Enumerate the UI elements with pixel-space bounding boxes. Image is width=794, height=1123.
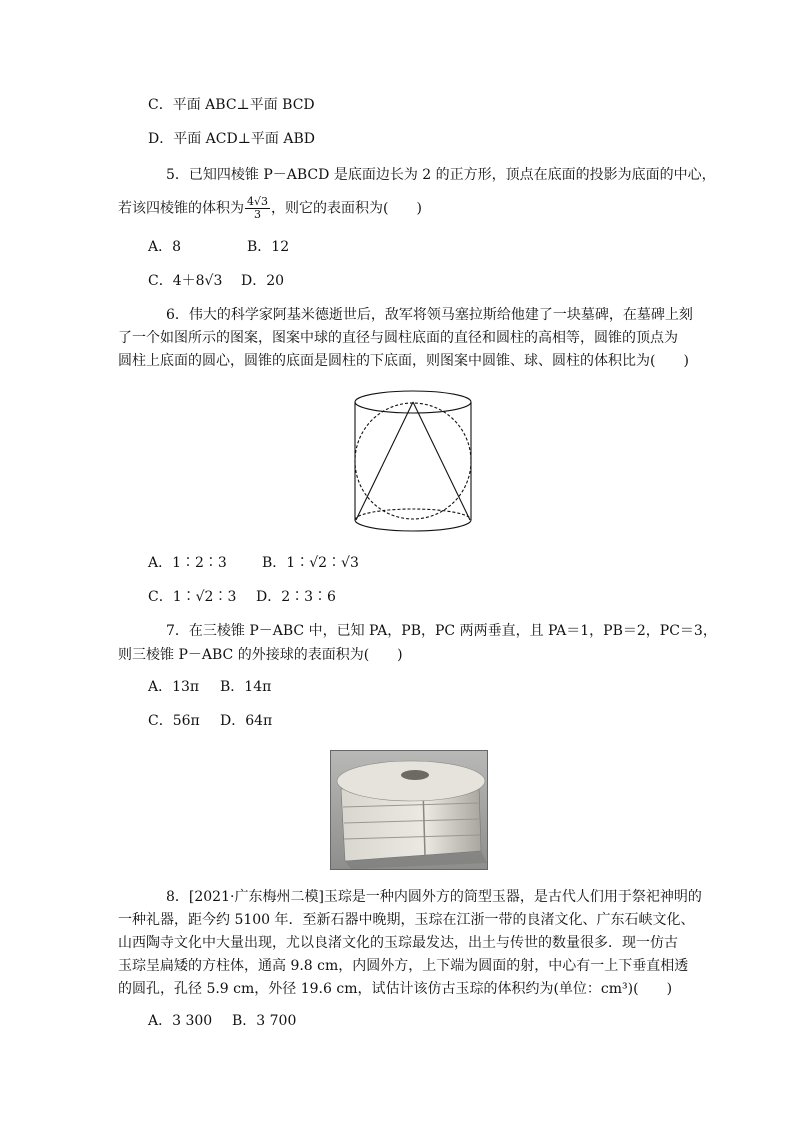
q7-option-d: D．64π [220, 713, 273, 729]
q8-stem-line5: 的圆孔，孔径 5.9 cm，外径 19.6 cm，试估计该仿古玉琮的体积约为(单位：cm³)( ) [118, 981, 673, 997]
q5-volume-fraction [245, 196, 270, 221]
q5-option-c: C．4＋8√3 [148, 273, 223, 289]
q6-option-b: B．1∶√2∶√3 [262, 555, 359, 571]
q5-stem-line2-pre: 若该四棱锥的体积为 [118, 200, 244, 217]
jade-cong-photo [330, 750, 488, 870]
q7-stem-line1: 7．在三棱锥 P－ABC 中，已知 PA，PB，PC 两两垂直，且 PA＝1，PB＝2，PC＝3， [166, 623, 717, 639]
q6-option-c: C．1∶√2∶3 [148, 589, 237, 605]
q5-stem-line2 [118, 196, 422, 221]
sphere-outline [355, 403, 471, 519]
jade-cong-illustration [331, 751, 487, 869]
cylinder-bottom-back-arc [355, 509, 471, 520]
q8-stem-line3: 山西陶寺文化中大量出现，尤以良渚文化的玉琮最发达，出土与传世的数量很多．现一仿古 [118, 935, 678, 951]
q5-stem-line2-post: ，则它的表面积为( ) [271, 200, 422, 217]
cylinder-sphere-cone-figure [350, 388, 476, 538]
fraction-denominator: 3 [254, 208, 261, 221]
q8-stem-line2: 一种礼器，距今约 5100 年．至新石器中晚期，玉琮在江浙一带的良渚文化、广东石峡文化、 [118, 912, 695, 928]
q7-option-a: A．13π [148, 679, 200, 695]
q6-option-a: A．1∶2∶3 [148, 555, 227, 571]
q8-option-a: A．3 300 [148, 1013, 213, 1029]
q5-stem-line1: 5．已知四棱锥 P－ABCD 是底面边长为 2 的正方形，顶点在底面的投影为底面的中心， [166, 167, 716, 183]
q5-option-d: D．20 [241, 273, 285, 289]
q7-option-c: C．56π [148, 713, 200, 729]
q8-option-b: B．3 700 [232, 1013, 297, 1029]
cylinder-bottom-front-arc [355, 520, 471, 531]
cone-right-edge [413, 402, 470, 520]
q6-stem-line1: 6．伟大的科学家阿基米德逝世后，敌军将领马塞拉斯给他建了一块墓碑，在墓碑上刻 [166, 307, 693, 323]
q5-option-a: A．8 [148, 239, 182, 255]
q8-stem-line1: 8．[2021·广东梅州二模]玉琮是一种内圆外方的筒型玉器，是古代人们用于祭祀神明的 [166, 889, 702, 905]
q7-stem-line2: 则三棱锥 P－ABC 的外接球的表面积为( ) [118, 647, 403, 663]
cone-left-edge [356, 402, 413, 520]
q6-stem-line2: 了一个如图所示的图案，图案中球的直径与圆柱底面的直径和圆柱的高相等，圆锥的顶点为 [118, 330, 678, 346]
fraction-numerator: 4√3 [247, 195, 269, 208]
q4-option-c: C．平面 ABC⊥平面 BCD [148, 97, 315, 113]
q4-option-d: D．平面 ACD⊥平面 ABD [148, 131, 315, 147]
q8-stem-line4: 玉琮呈扁矮的方柱体，通高 9.8 cm，内圆外方，上下端为圆面的射，中心有一上下垂直相透 [118, 958, 689, 974]
q6-option-d: D．2∶3∶6 [256, 589, 336, 605]
q6-stem-line3: 圆柱上底面的圆心，圆锥的底面是圆柱的下底面，则图案中圆锥、球、圆柱的体积比为( ) [118, 353, 689, 369]
q5-option-b: B．12 [247, 239, 290, 255]
q7-option-b: B．14π [220, 679, 272, 695]
